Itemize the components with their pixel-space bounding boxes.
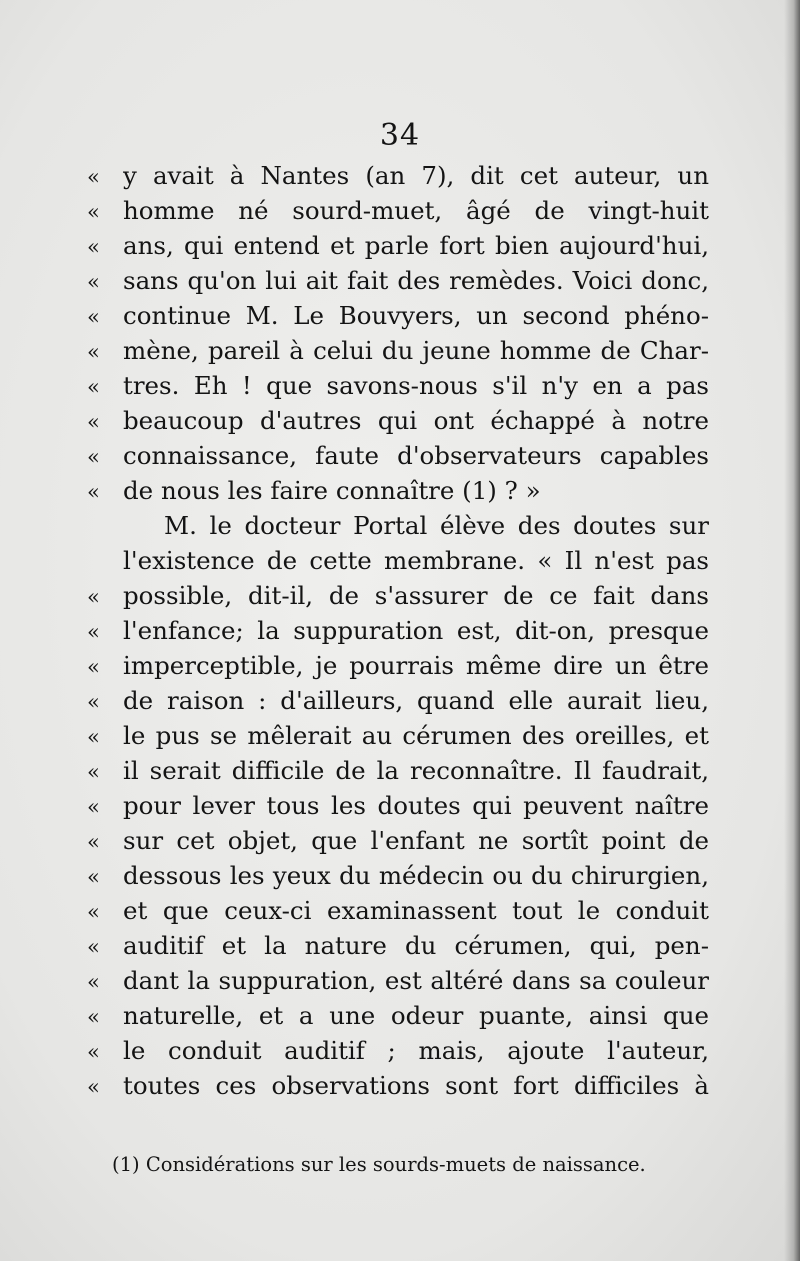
text-line <box>87 928 709 963</box>
text-line <box>87 683 709 718</box>
quote-mark: « <box>87 900 100 924</box>
quote-mark: « <box>87 655 100 679</box>
text-line <box>87 508 709 543</box>
line-text: et que ceux-ci examinassent tout le conduit <box>123 896 709 925</box>
line-text: l'existence de cette membrane. « Il n'est pas <box>123 546 709 575</box>
quote-mark: « <box>87 725 100 749</box>
line-text: de raison : d'ailleurs, quand elle aurait lieu, <box>123 686 709 715</box>
text-line <box>87 193 709 228</box>
quote-mark: « <box>87 340 100 364</box>
line-text: homme né sourd-muet, âgé de vingt-huit <box>123 196 709 225</box>
text-line <box>87 893 709 928</box>
text-line <box>87 613 709 648</box>
line-text: le pus se mêlerait au cérumen des oreilles, et <box>123 721 709 750</box>
line-text: sur cet objet, que l'enfant ne sortît point de <box>123 826 709 855</box>
quote-mark: « <box>87 200 100 224</box>
line-text: y avait à Nantes (an 7), dit cet auteur, un <box>123 161 709 190</box>
quote-mark: « <box>87 375 100 399</box>
footnote: (1) Considérations sur les sourds-muets de naissance. <box>112 1153 646 1176</box>
text-line <box>87 578 709 613</box>
line-text: mène, pareil à celui du jeune homme de Char- <box>123 336 709 365</box>
text-line <box>87 543 709 578</box>
line-text: continue M. Le Bouvyers, un second phéno- <box>123 301 709 330</box>
line-text: tres. Eh ! que savons-nous s'il n'y en a pas <box>123 371 709 400</box>
text-line <box>87 648 709 683</box>
quote-mark: « <box>87 585 100 609</box>
text-line <box>87 403 709 438</box>
line-text: possible, dit-il, de s'assurer de ce fait dans <box>123 581 709 610</box>
page-edge-shadow <box>784 0 800 1261</box>
text-line <box>87 788 709 823</box>
quote-mark: « <box>87 795 100 819</box>
line-text: M. le docteur Portal élève des doutes sur <box>164 511 709 540</box>
line-text: toutes ces observations sont fort difficiles à <box>123 1071 709 1100</box>
text-line <box>87 753 709 788</box>
quote-mark: « <box>87 1040 100 1064</box>
body-text <box>87 158 709 1103</box>
line-text: pour lever tous les doutes qui peuvent naître <box>123 791 709 820</box>
line-text: de nous les faire connaître (1) ? » <box>123 476 541 505</box>
text-line <box>87 718 709 753</box>
quote-mark: « <box>87 165 100 189</box>
line-text: l'enfance; la suppuration est, dit-on, presque <box>123 616 709 645</box>
text-line <box>87 298 709 333</box>
text-line <box>87 263 709 298</box>
text-line <box>87 228 709 263</box>
text-line <box>87 1033 709 1068</box>
line-text: naturelle, et a une odeur puante, ainsi que <box>123 1001 709 1030</box>
quote-mark: « <box>87 865 100 889</box>
quote-mark: « <box>87 445 100 469</box>
quote-mark: « <box>87 690 100 714</box>
text-line <box>87 823 709 858</box>
line-text: beaucoup d'autres qui ont échappé à notre <box>123 406 709 435</box>
quote-mark: « <box>87 620 100 644</box>
quote-mark: « <box>87 305 100 329</box>
text-line <box>87 998 709 1033</box>
quote-mark: « <box>87 935 100 959</box>
text-line <box>87 963 709 998</box>
text-line <box>87 368 709 403</box>
line-text: connaissance, faute d'observateurs capables <box>123 441 709 470</box>
quote-mark: « <box>87 235 100 259</box>
quote-mark: « <box>87 480 100 504</box>
quote-mark: « <box>87 270 100 294</box>
quote-mark: « <box>87 970 100 994</box>
line-text: sans qu'on lui ait fait des remèdes. Voici donc, <box>123 266 709 295</box>
line-text: dessous les yeux du médecin ou du chirurgien, <box>123 861 709 890</box>
line-text: il serait difficile de la reconnaître. Il faudrait, <box>123 756 709 785</box>
quote-mark: « <box>87 410 100 434</box>
quote-mark: « <box>87 760 100 784</box>
line-text: le conduit auditif ; mais, ajoute l'auteur, <box>123 1036 709 1065</box>
line-text: auditif et la nature du cérumen, qui, pen- <box>123 931 709 960</box>
line-text: imperceptible, je pourrais même dire un être <box>123 651 709 680</box>
quote-mark: « <box>87 830 100 854</box>
text-line <box>87 438 709 473</box>
quote-mark: « <box>87 1075 100 1099</box>
line-text: ans, qui entend et parle fort bien aujourd'hui, <box>123 231 709 260</box>
text-line <box>87 333 709 368</box>
quote-mark: « <box>87 1005 100 1029</box>
text-line <box>87 858 709 893</box>
text-line <box>87 473 709 508</box>
page-number: 34 <box>379 118 421 153</box>
text-line <box>87 1068 709 1103</box>
text-line <box>87 158 709 193</box>
line-text: dant la suppuration, est altéré dans sa couleur <box>123 966 709 995</box>
